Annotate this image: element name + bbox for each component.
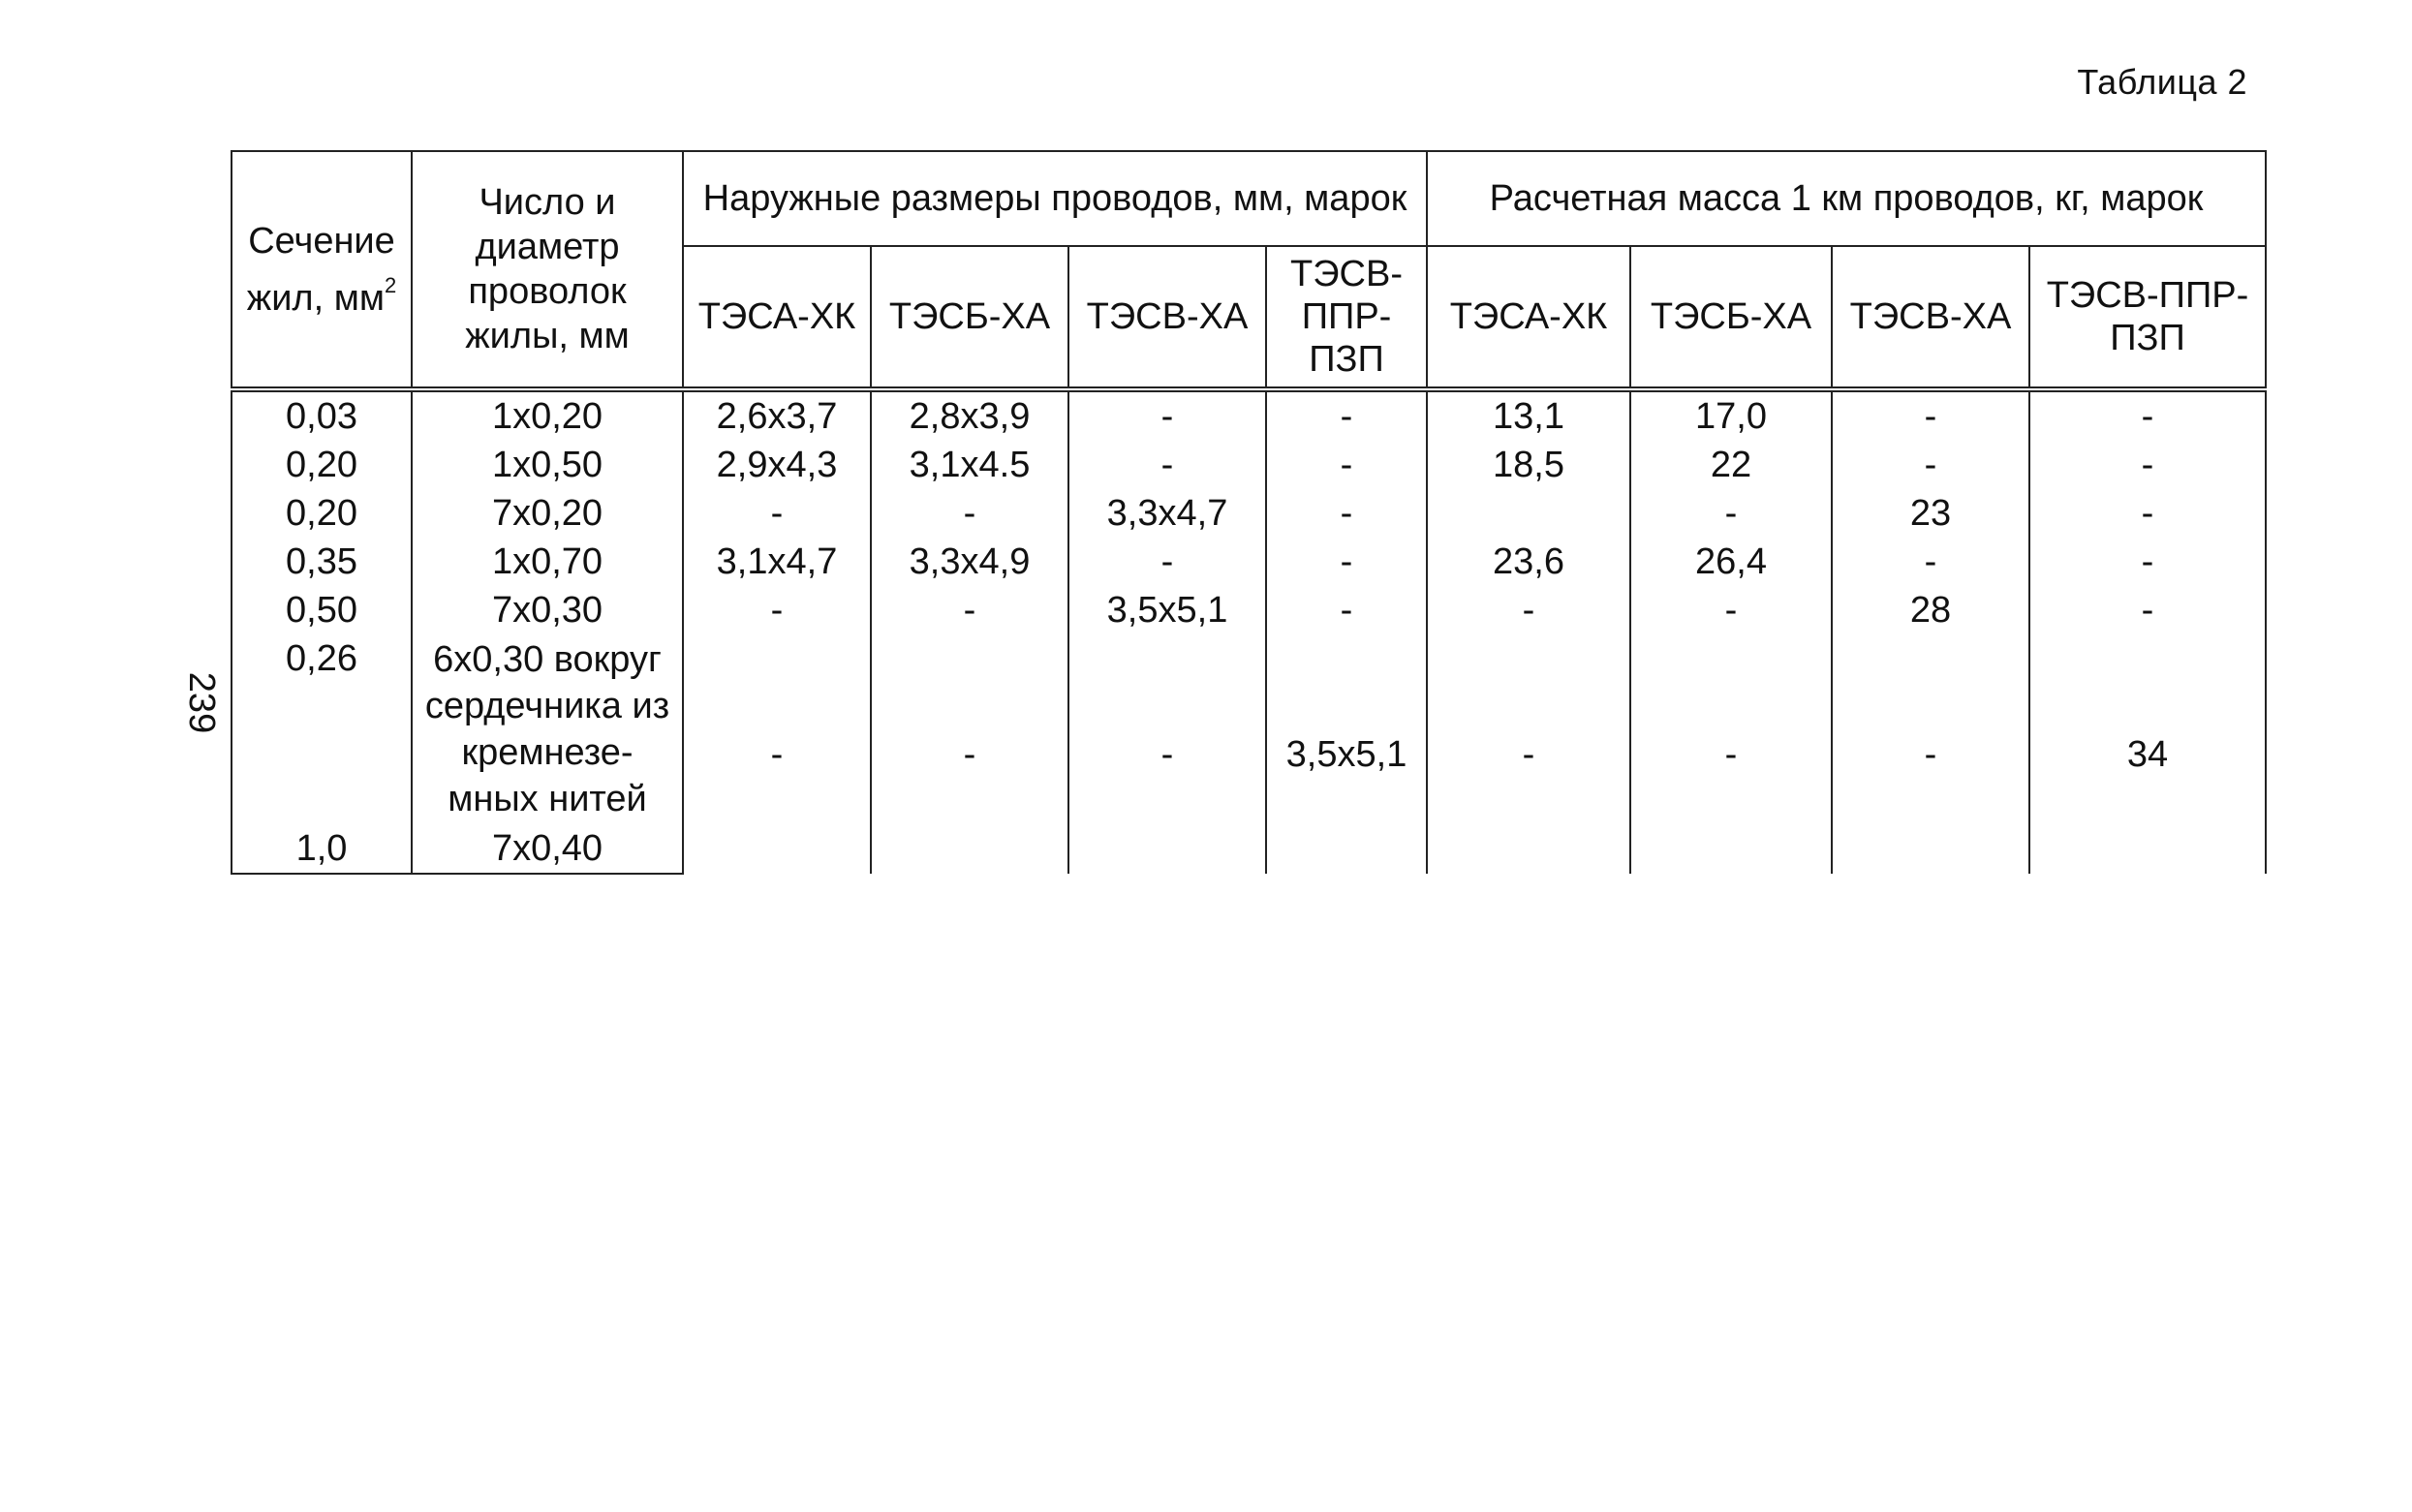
cell-mass: - — [1427, 586, 1630, 634]
cell-mass: 34 — [2029, 634, 2266, 874]
cell-outer: 2,8х3,9 — [871, 389, 1068, 441]
cell-wires: 7х0,40 — [412, 824, 683, 874]
header-outer-brand: ТЭСВ-ХА — [1068, 246, 1266, 389]
cell-outer: 3,3х4,9 — [871, 538, 1068, 586]
cell-mass: 17,0 — [1630, 389, 1832, 441]
cell-mass: - — [1832, 441, 2029, 489]
table-row — [232, 441, 2266, 489]
cell-mass: - — [1832, 538, 2029, 586]
cell-section: 0,20 — [232, 489, 412, 538]
table-row — [232, 586, 2266, 634]
header-mass-brand: ТЭСВ-ППР-ПЗП — [2029, 246, 2266, 389]
cell-outer: 3,5х5,1 — [1266, 634, 1427, 874]
cell-outer: - — [871, 586, 1068, 634]
cell-outer: 2,9х4,3 — [683, 441, 871, 489]
cell-mass: 22 — [1630, 441, 1832, 489]
cell-wires: 6х0,30 вокруг сердечника из кремнезе-мных нитей — [412, 634, 683, 824]
cell-wires: 1х0,20 — [412, 389, 683, 441]
cell-outer: 3,1х4.5 — [871, 441, 1068, 489]
cell-outer: - — [871, 634, 1068, 874]
cell-mass: - — [2029, 586, 2266, 634]
header-mass-brand: ТЭСВ-ХА — [1832, 246, 2029, 389]
table-row-special — [232, 634, 2266, 824]
cell-wires: 7х0,20 — [412, 489, 683, 538]
cell-outer: 3,1х4,7 — [683, 538, 871, 586]
cell-outer: - — [1266, 389, 1427, 441]
cell-outer: - — [1266, 538, 1427, 586]
cell-outer: - — [1068, 538, 1266, 586]
cell-mass: - — [1630, 489, 1832, 538]
cell-mass: - — [1427, 634, 1630, 874]
table-row — [232, 389, 2266, 441]
cell-mass: 26,4 — [1630, 538, 1832, 586]
header-outer-dimensions: Наружные размеры проводов, мм, марок — [683, 151, 1427, 246]
cell-section: 0,35 — [232, 538, 412, 586]
cell-mass — [1427, 489, 1630, 538]
header-mass-brand: ТЭСБ-ХА — [1630, 246, 1832, 389]
cell-mass: - — [2029, 441, 2266, 489]
header-section-text: Сечение жил, мм — [246, 220, 395, 319]
cell-mass: - — [1630, 634, 1832, 874]
header-mass: Расчетная масса 1 км проводов, кг, марок — [1427, 151, 2266, 246]
cell-outer: - — [683, 489, 871, 538]
header-outer-brand: ТЭСА-ХК — [683, 246, 871, 389]
cell-section: 0,03 — [232, 389, 412, 441]
cell-outer: 2,6х3,7 — [683, 389, 871, 441]
table-row — [232, 538, 2266, 586]
cell-outer: - — [1266, 489, 1427, 538]
cell-section: 0,50 — [232, 586, 412, 634]
cell-outer: - — [1266, 441, 1427, 489]
cell-section: 1,0 — [232, 824, 412, 874]
header-mass-brand: ТЭСА-ХК — [1427, 246, 1630, 389]
cell-mass: - — [1630, 586, 1832, 634]
cell-outer: - — [871, 489, 1068, 538]
cell-mass: - — [2029, 538, 2266, 586]
cell-outer: - — [683, 586, 871, 634]
cell-mass: 23,6 — [1427, 538, 1630, 586]
cell-mass: 23 — [1832, 489, 2029, 538]
cell-mass: 18,5 — [1427, 441, 1630, 489]
cell-mass: - — [1832, 634, 2029, 874]
cell-section: 0,20 — [232, 441, 412, 489]
cell-mass: 28 — [1832, 586, 2029, 634]
header-row-1 — [232, 151, 2266, 246]
spec-table — [231, 150, 2267, 875]
table-caption: Таблица 2 — [2077, 62, 2247, 102]
cell-mass: 13,1 — [1427, 389, 1630, 441]
cell-mass: - — [2029, 489, 2266, 538]
header-outer-brand: ТЭСВ-ППР-ПЗП — [1266, 246, 1427, 389]
cell-outer: - — [1068, 441, 1266, 489]
page-number: 239 — [181, 671, 223, 734]
cell-wires: 7х0,30 — [412, 586, 683, 634]
header-section — [232, 151, 412, 389]
header-wires: Число и диаметр проволок жилы, мм — [412, 151, 683, 389]
cell-section: 0,26 — [232, 634, 412, 824]
cell-wires: 1х0,50 — [412, 441, 683, 489]
table-row — [232, 489, 2266, 538]
header-outer-brand: ТЭСБ-ХА — [871, 246, 1068, 389]
cell-outer: 3,3х4,7 — [1068, 489, 1266, 538]
cell-outer: - — [683, 634, 871, 874]
cell-mass: - — [1832, 389, 2029, 441]
cell-outer: - — [1068, 634, 1266, 874]
cell-outer: 3,5х5,1 — [1068, 586, 1266, 634]
header-section-sup: 2 — [384, 272, 397, 297]
cell-wires: 1х0,70 — [412, 538, 683, 586]
cell-mass: - — [2029, 389, 2266, 441]
cell-outer: - — [1068, 389, 1266, 441]
cell-outer: - — [1266, 586, 1427, 634]
